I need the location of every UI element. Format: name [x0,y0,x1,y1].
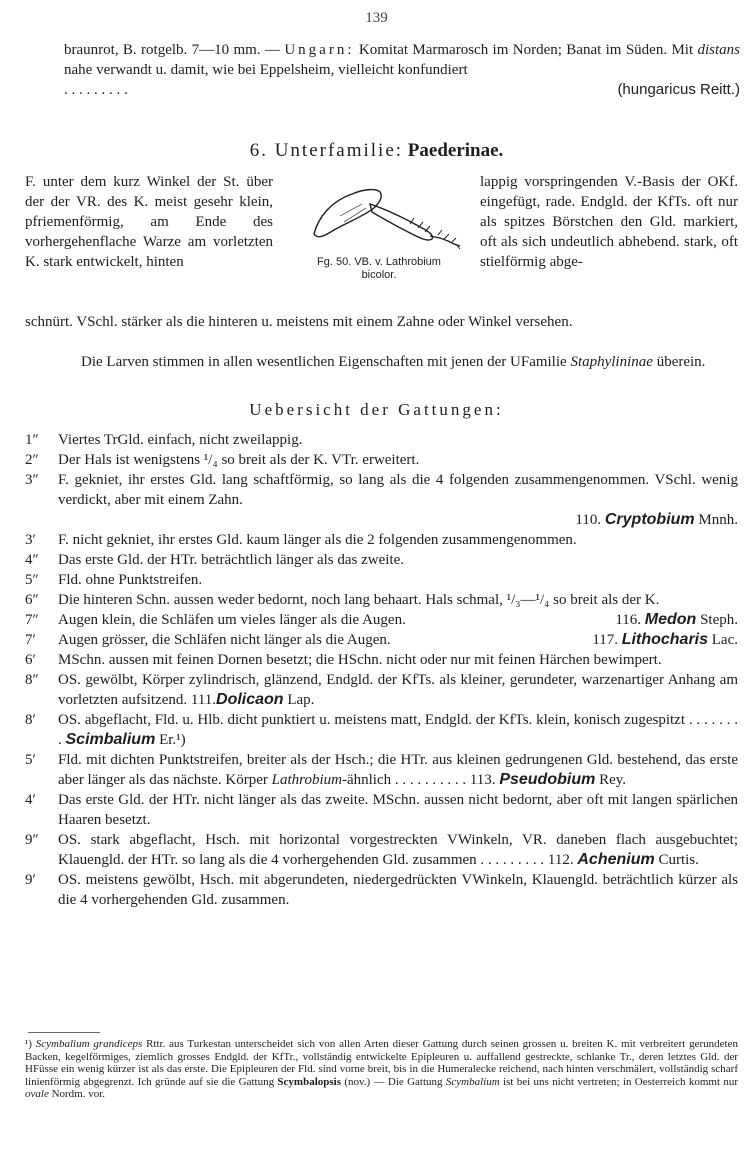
continued-entry-tail [64,80,740,100]
couplet-text: Fld. mit dichten Punktstreifen, breiter als der Hsch.; die HTr. aus kleinen gedrungenen Gld. bestehend, das erste aber länger als das nächste. Körper [58,752,738,788]
couplet-text: F. nicht gekniet, ihr erstes Gld. kaum länger als die 2 folgenden zusammengenommen. [58,532,577,548]
couplet-text: OS. gewölbt, Körper zylindrisch, glänzend, Endgld. der KfTs. als kleiner, gerundeter, warzenartiger Anhang am vorletzten aufsitzend. [58,672,738,708]
couplet-number: 5″ [25,572,39,588]
key-couplet [25,630,738,650]
genus-line: 117. Lithocharis Lac. [592,631,738,648]
couplet-text: Das erste Gld. der HTr. nicht länger als das zweite. MSchn. aussen nicht bedornt, aber oft mit langen spärlichen Haaren besetzt. [58,792,738,828]
genus-name: Achenium [577,851,655,868]
leader-dots: . . . . . . . . [58,712,739,748]
couplet-number: 1″ [25,432,39,448]
key-couplet [25,570,738,590]
couplet-number: 6″ [25,592,39,608]
figure [282,178,476,298]
genus-line: 110. Cryptobium Mnnh. [575,511,738,528]
intro-right-column: lappig vorspringenden V.-Basis der OKf. eingefügt, rade. Endgld. der KfTs. oft nur als spitzes Börstchen den Gld. markiert, oft als sich undeutlich abhebend. stark, oft stielförmig abge- [480,174,738,270]
genus-ref: Scymbalium [445,1075,500,1088]
footnote: ¹) Scymbalium grandiceps Rttr. aus Turkestan unterscheidet sich von allen Arten dieser Gattung durch seinen grossen u. breiten K. mit verbreitert gerundeten Backen, kegelförmiges, ziemlich grosses Endgld. der KfTr., vollständig entwickelte Epipleuren u. auffallend gestreckte, schlanke Tr., deren letztes Gld. der HFüsse ein wenig kürzer ist als das erste. Die Epipleuren der Fld. sind vorne breit, bis in die Humeralecke reichend, nach hinten verschmälert, vollständig scharf linienförmig abgegrenzt. Ich gründe auf sie die Gattung Scymbalopsis (nov.) — Die Gattung Scymbalium ist bei uns nicht vertreten; in Oesterreich kommt nur ovale Nordm. vor. [25,1038,738,1101]
couplet-number: 3″ [25,472,39,488]
spines-shape [410,218,460,249]
key-couplet: 5′ Fld. mit dichten Punktstreifen, breiter als der Hsch.; die HTr. aus kleinen gedrungenen Gld. bestehend, das erste aber länger als das nächste. Körper Lathrobium-ähnlich . . . . . . . . . . 113. Pseudobium Rey. [25,752,738,788]
couplet-number: 7′ [25,632,36,648]
genus-name: Medon [644,611,697,628]
couplet-text: Das erste Gld. der HTr. beträchtlich länger als das zweite. [58,552,405,568]
leader-dots: . . . . . . . . . . [394,772,467,788]
couplet-number: 9″ [25,832,39,848]
key-couplet [25,670,738,710]
couplet-text: MSchn. aussen mit feinen Dornen besetzt; die HSchn. nicht oder nur mit feinen Härchen bewimpert. [58,652,662,668]
leader-dots: . . . . . . . . . [480,852,545,868]
couplet-text: OS. meistens gewölbt, Hsch. mit abgerundeten, niedergedrückten VWinkeln, Klauengld. beträchtlich kürzer als die 4 vorhergehenden Gld. zusammen. [58,872,738,908]
footnote-divider [28,1032,100,1033]
couplet-text: OS. abgeflacht, Fld. u. Hlb. dicht punktiert u. meistens matt, Endgld. der KfTs. klein, konisch zugespitzt [58,712,685,728]
couplet-text: F. gekniet, ihr erstes Gld. lang schaftförmig, so lang als die 4 folgenden zusammengenommen. VSchl. wenig verdickt, aber mit einem Zahn. [58,472,738,508]
couplet-number: 3′ [25,532,36,548]
key-couplet [25,830,738,870]
femur-shape [314,190,381,237]
genus-line: Scimbalium Er.¹) [65,731,186,748]
key-couplet [25,650,738,670]
key-couplet [25,450,738,470]
species-ref: distans [697,42,740,58]
subfamily-label: 6. Unterfamilie: [249,140,404,161]
key-couplet [25,470,738,530]
subfamily-heading [0,140,753,162]
key-couplet [25,610,738,630]
genus-name: Lithocharis [621,631,709,648]
key-couplet [25,530,738,550]
subfamily-name: Paederinae. [407,140,504,161]
intro-left-column: F. unter dem kurz Winkel der St. über der der VR. des K. meist gesehr klein, pfriemenförmig, am Ende des vorhergehenflache Warze am vorletzten K. stark entwickelt, hinten [25,174,273,270]
genus-ref: Scymbalopsis [277,1075,341,1088]
couplet-text: OS. stark abgeflacht, Hsch. mit horizontal vorgestreckten VWinkeln, VR. daneben flach ausgebuchtet; Klauengld. der HTr. so lang als die 4 vorhergehenden Gld. zusammen [58,832,738,868]
couplet-text: Augen klein, die Schläfen um vieles länger als die Augen. [58,612,406,628]
genus-key [25,430,738,910]
genus-name: Pseudobium [499,771,596,788]
page-number: 139 [365,10,388,26]
continued-entry [64,40,740,100]
couplet-number: 6′ [25,652,36,668]
couplet-number: 7″ [25,612,39,628]
key-couplet [25,550,738,570]
genus-name: Scimbalium [65,731,156,748]
couplet-text: Fld. ohne Punktstreifen. [58,572,203,588]
country-name: Ungarn: [284,42,355,58]
couplet-number: 4″ [25,552,39,568]
genus-line: 111.Dolicaon Lap. [190,691,315,708]
couplet-number: 5′ [25,752,36,768]
figure-caption: Fg. 50. VB. v. Lathrobium bicolor. [317,256,441,281]
genus-ref: Lathrobium [271,772,342,788]
genus-name: Cryptobium [604,511,695,528]
couplet-number: 8″ [25,672,39,688]
couplet-text: Die hinteren Schn. aussen weder bedornt, noch lang behaart. Hals schmal, ¹/₃—¹/₄ so breit als der K. [58,592,660,608]
overview-heading: Uebersicht der Gattungen: [249,400,504,419]
key-couplet [25,590,738,610]
larvae-paragraph: Die Larven stimmen in allen wesentlichen Eigenschaften mit jenen der UFamilie Staphylininae überein. [81,354,706,370]
species-name: (hungaricus Reitt.) [617,81,740,98]
key-couplet [25,870,738,910]
genus-line: 112. Achenium Curtis. [547,851,699,868]
beetle-leg-illustration [292,178,466,252]
key-couplet [25,430,738,450]
continued-entry-text: braunrot, B. rotgelb. 7—10 mm. — Ungarn: Komitat Marmarosch im Norden; Banat im Süden. Mit distans nahe verwandt u. damit, wie bei Eppelsheim, vielleicht konfundiert [64,42,740,78]
group-ref: Staphylininae [570,354,653,370]
intro-continuation: schnürt. VSchl. stärker als die hinteren u. meistens mit einem Zahne oder Winkel versehen. [25,314,573,330]
genus-line: 116. Medon Steph. [615,611,738,628]
leg-shading [340,204,366,222]
couplet-number: 4′ [25,792,36,808]
tibia-shape [370,204,433,240]
key-couplet [25,790,738,830]
leader-dots: . . . . . . . . . [64,82,128,98]
couplet-text: Der Hals ist wenigstens ¹/₄ so breit als der K. VTr. erweitert. [58,452,420,468]
couplet-number: 9′ [25,872,36,888]
couplet-text: Viertes TrGld. einfach, nicht zweilappig. [58,432,303,448]
couplet-text: Augen grösser, die Schläfen nicht länger als die Augen. [58,632,391,648]
species-ref: ovale [25,1088,49,1101]
genus-name: Dolicaon [216,691,284,708]
couplet-number: 2″ [25,452,39,468]
genus-line: 113. Pseudobium Rey. [469,771,627,788]
key-couplet [25,710,738,750]
species-ref: Scymbalium grandiceps [35,1038,143,1050]
couplet-number: 8′ [25,712,36,728]
